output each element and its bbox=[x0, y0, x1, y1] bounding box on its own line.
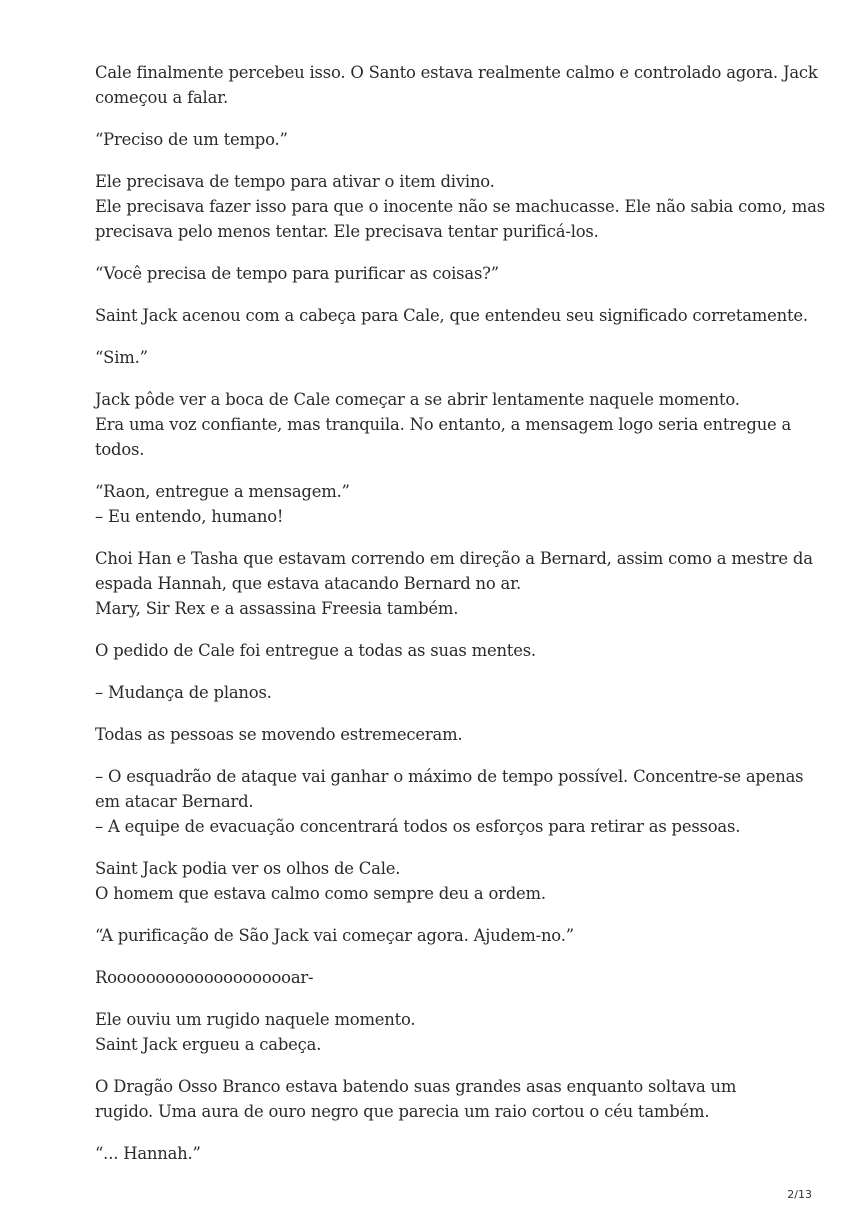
text-line: – Eu entendo, humano! bbox=[95, 507, 284, 526]
text-line: todos. bbox=[95, 440, 145, 459]
paragraph bbox=[95, 923, 795, 948]
text-line: Todas as pessoas se movendo estremeceram. bbox=[95, 725, 463, 744]
text-line: Saint Jack acenou com a cabeça para Cale, que entendeu seu significado corretamente. bbox=[95, 306, 808, 325]
text-line: – A equipe de evacuação concentrará todos os esforços para retirar as pessoas. bbox=[95, 817, 741, 836]
text-line: – Mudança de planos. bbox=[95, 683, 272, 702]
paragraph bbox=[95, 680, 795, 705]
text-line: Choi Han e Tasha que estavam correndo em direção a Bernard, assim como a mestre da bbox=[95, 549, 813, 568]
paragraph bbox=[95, 303, 808, 328]
text-line: O Dragão Osso Branco estava batendo suas grandes asas enquanto soltava um bbox=[95, 1077, 737, 1096]
text-line: O homem que estava calmo como sempre deu a ordem. bbox=[95, 884, 546, 903]
paragraph bbox=[95, 345, 795, 370]
text-line: Ele ouviu um rugido naquele momento. bbox=[95, 1010, 416, 1029]
paragraph bbox=[95, 856, 795, 906]
text-line: Cale finalmente percebeu isso. O Santo estava realmente calmo e controlado agora. Jack bbox=[95, 63, 818, 82]
paragraph bbox=[95, 261, 795, 286]
paragraph bbox=[95, 169, 825, 244]
paragraph bbox=[95, 387, 795, 462]
paragraph bbox=[95, 722, 795, 747]
page-number: 2/13 bbox=[787, 1188, 812, 1201]
text-line: “Preciso de um tempo.” bbox=[95, 130, 288, 149]
text-line: começou a falar. bbox=[95, 88, 228, 107]
text-line: Saint Jack podia ver os olhos de Cale. bbox=[95, 859, 401, 878]
text-line: “Você precisa de tempo para purificar as coisas?” bbox=[95, 264, 499, 283]
text-line: precisava pelo menos tentar. Ele precisava tentar purificá-los. bbox=[95, 222, 599, 241]
text-line: Saint Jack ergueu a cabeça. bbox=[95, 1035, 322, 1054]
text-line: em atacar Bernard. bbox=[95, 792, 254, 811]
paragraph bbox=[95, 1007, 795, 1057]
text-line: Jack pôde ver a boca de Cale começar a se abrir lentamente naquele momento. bbox=[95, 390, 740, 409]
text-line: O pedido de Cale foi entregue a todas as suas mentes. bbox=[95, 641, 536, 660]
text-line: Ele precisava de tempo para ativar o item divino. bbox=[95, 172, 495, 191]
text-line: rugido. Uma aura de ouro negro que parecia um raio cortou o céu também. bbox=[95, 1102, 710, 1121]
text-line: Roooooooooooooooooooar- bbox=[95, 968, 314, 987]
paragraph bbox=[95, 479, 795, 529]
text-line: Era uma voz confiante, mas tranquila. No entanto, a mensagem logo seria entregue a bbox=[95, 415, 792, 434]
text-line: “Sim.” bbox=[95, 348, 148, 367]
document-body bbox=[95, 60, 825, 1183]
text-line: – O esquadrão de ataque vai ganhar o máximo de tempo possível. Concentre-se apenas bbox=[95, 767, 804, 786]
text-line: “... Hannah.” bbox=[95, 1144, 201, 1163]
text-line: espada Hannah, que estava atacando Bernard no ar. bbox=[95, 574, 521, 593]
text-line: Ele precisava fazer isso para que o inocente não se machucasse. Ele não sabia como, mas bbox=[95, 197, 825, 216]
paragraph bbox=[95, 127, 795, 152]
paragraph bbox=[95, 1074, 795, 1124]
paragraph bbox=[95, 965, 795, 990]
paragraph bbox=[95, 546, 813, 621]
text-line: “Raon, entregue a mensagem.” bbox=[95, 482, 350, 501]
text-line: “A purificação de São Jack vai começar agora. Ajudem-no.” bbox=[95, 926, 574, 945]
text-line: Mary, Sir Rex e a assassina Freesia também. bbox=[95, 599, 459, 618]
paragraph bbox=[95, 638, 795, 663]
paragraph bbox=[95, 60, 818, 110]
paragraph bbox=[95, 764, 804, 839]
paragraph bbox=[95, 1141, 795, 1166]
